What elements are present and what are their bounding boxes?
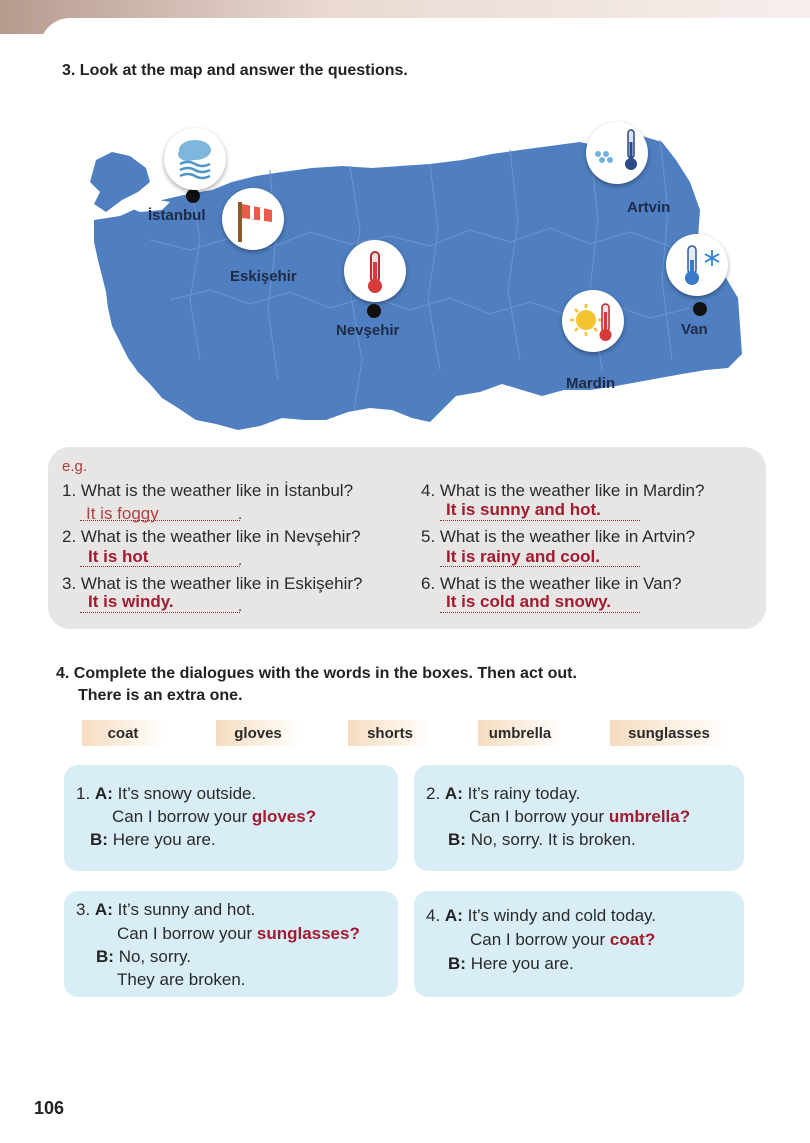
dialogue-2-line-a	[426, 784, 580, 804]
dialogue-4-line-b	[448, 954, 574, 974]
nevsehir-weather-bubble	[344, 240, 406, 302]
dialogue-4-b-text: Here you are.	[470, 954, 574, 973]
city-label-nevsehir: Nevşehir	[336, 322, 400, 339]
answer-line-1	[80, 520, 240, 521]
exercise-4-subtitle: There is an extra one.	[78, 687, 243, 704]
dialogue-3-a-label: A:	[94, 900, 113, 919]
dialogue-2-b-label: B:	[448, 830, 466, 849]
answer-1: It is foggy	[86, 504, 159, 523]
example-label: e.g.	[62, 458, 88, 475]
answer-5: It is rainy and cool.	[446, 547, 600, 566]
dialogue-2-a-label: A:	[444, 784, 463, 803]
dialogue-3-line-2: Can I borrow your	[117, 924, 253, 943]
dialogue-3-line-b	[96, 947, 191, 967]
answer-period-3: .	[238, 598, 243, 615]
nevsehir-dot	[367, 304, 381, 318]
page-number: 106	[34, 1098, 65, 1118]
city-label-mardin: Mardin	[566, 375, 616, 392]
dialogue-1-b-label: B:	[90, 830, 108, 849]
city-label-van: Van	[681, 321, 708, 338]
eskisehir-weather-bubble	[222, 188, 284, 250]
dialogue-4-line-a	[426, 906, 656, 926]
dialogue-2-line-1: It’s rainy today.	[467, 784, 581, 803]
word-box-umbrella: umbrella	[478, 720, 562, 746]
answer-3: It is windy.	[88, 592, 174, 611]
page-top-band-overlay	[40, 18, 810, 58]
dialogue-1-a-label: A:	[94, 784, 113, 803]
dialogue-2-line-b	[448, 830, 636, 850]
dialogue-4-line-2: Can I borrow your	[470, 930, 606, 949]
answer-period-2: .	[238, 552, 243, 569]
istanbul-weather-bubble	[164, 128, 226, 190]
answer-2: It is hot	[88, 547, 149, 566]
dialogue-3-line-borrow	[117, 924, 360, 944]
question-2: 2. What is the weather like in Nevşehir?	[62, 527, 361, 546]
dialogue-1-line-a	[76, 784, 256, 804]
dialogue-4-number: 4.	[426, 906, 441, 925]
dialogue-3-line-a	[76, 900, 255, 920]
cold-snow-icon	[666, 234, 728, 296]
dialogue-3-b-text: No, sorry.	[118, 947, 192, 966]
city-label-artvin: Artvin	[627, 199, 671, 216]
question-6: 6. What is the weather like in Van?	[421, 574, 682, 593]
dialogue-3-b-label: B:	[96, 947, 114, 966]
dialogue-2-line-2: Can I borrow your	[469, 807, 605, 826]
dialogue-2-answer: umbrella?	[608, 807, 691, 826]
dialogue-4-b-label: B:	[448, 954, 466, 973]
dialogue-1-line-b	[90, 830, 216, 850]
van-dot	[693, 302, 707, 316]
van-weather-bubble	[666, 234, 728, 296]
dialogue-3-b-text-2: They are broken.	[117, 970, 246, 989]
dialogue-3-answer: sunglasses?	[256, 924, 360, 943]
dialogue-4-line-borrow	[470, 930, 655, 950]
sun-thermometer-icon	[562, 290, 624, 352]
dialogue-1-line-borrow	[112, 807, 316, 827]
dialogue-2-line-borrow	[469, 807, 690, 827]
word-box-shorts: shorts	[348, 720, 432, 746]
dialogue-1-b-text: Here you are.	[112, 830, 216, 849]
exercise-4-title: 4. Complete the dialogues with the words in the boxes. Then act out.	[56, 665, 577, 682]
city-label-istanbul: İstanbul	[148, 207, 206, 224]
dialogue-1-number: 1.	[76, 784, 91, 803]
exercise-3-title: 3. Look at the map and answer the questions.	[62, 62, 408, 79]
word-box-coat: coat	[82, 720, 164, 746]
dialogue-4-answer: coat?	[609, 930, 656, 949]
fog-icon	[164, 128, 226, 190]
question-4: 4. What is the weather like in Mardin?	[421, 481, 705, 500]
dialogue-1-line-2: Can I borrow your	[112, 807, 248, 826]
mardin-weather-bubble	[562, 290, 624, 352]
dialogue-2-number: 2.	[426, 784, 441, 803]
question-3: 3. What is the weather like in Eskişehir?	[62, 574, 363, 593]
answer-line-2	[80, 566, 240, 567]
artvin-weather-bubble	[586, 122, 648, 184]
word-box-sunglasses: sunglasses	[610, 720, 728, 746]
answer-line-5	[440, 566, 640, 567]
city-label-eskisehir: Eskişehir	[230, 268, 297, 285]
dialogue-2-b-text: No, sorry. It is broken.	[470, 830, 636, 849]
answer-line-6	[440, 612, 640, 613]
istanbul-dot	[186, 189, 200, 203]
question-5: 5. What is the weather like in Artvin?	[421, 527, 696, 546]
answer-line-4	[440, 520, 640, 521]
windsock-icon	[222, 188, 284, 250]
dialogue-1-line-1: It’s snowy outside.	[117, 784, 257, 803]
answer-period-1: .	[238, 506, 243, 523]
thermometer-hot-icon	[344, 240, 406, 302]
answer-4: It is sunny and hot.	[446, 500, 601, 519]
word-box-gloves: gloves	[216, 720, 300, 746]
rain-thermometer-icon	[586, 122, 648, 184]
dialogue-4-a-label: A:	[444, 906, 463, 925]
dialogue-3-number: 3.	[76, 900, 91, 919]
question-1: 1. What is the weather like in İstanbul?	[62, 481, 354, 500]
answer-6: It is cold and snowy.	[446, 592, 611, 611]
dialogue-3-line-1: It’s sunny and hot.	[117, 900, 256, 919]
dialogue-4-line-1: It’s windy and cold today.	[467, 906, 656, 925]
dialogue-1-answer: gloves?	[251, 807, 317, 826]
answer-line-3	[80, 612, 240, 613]
